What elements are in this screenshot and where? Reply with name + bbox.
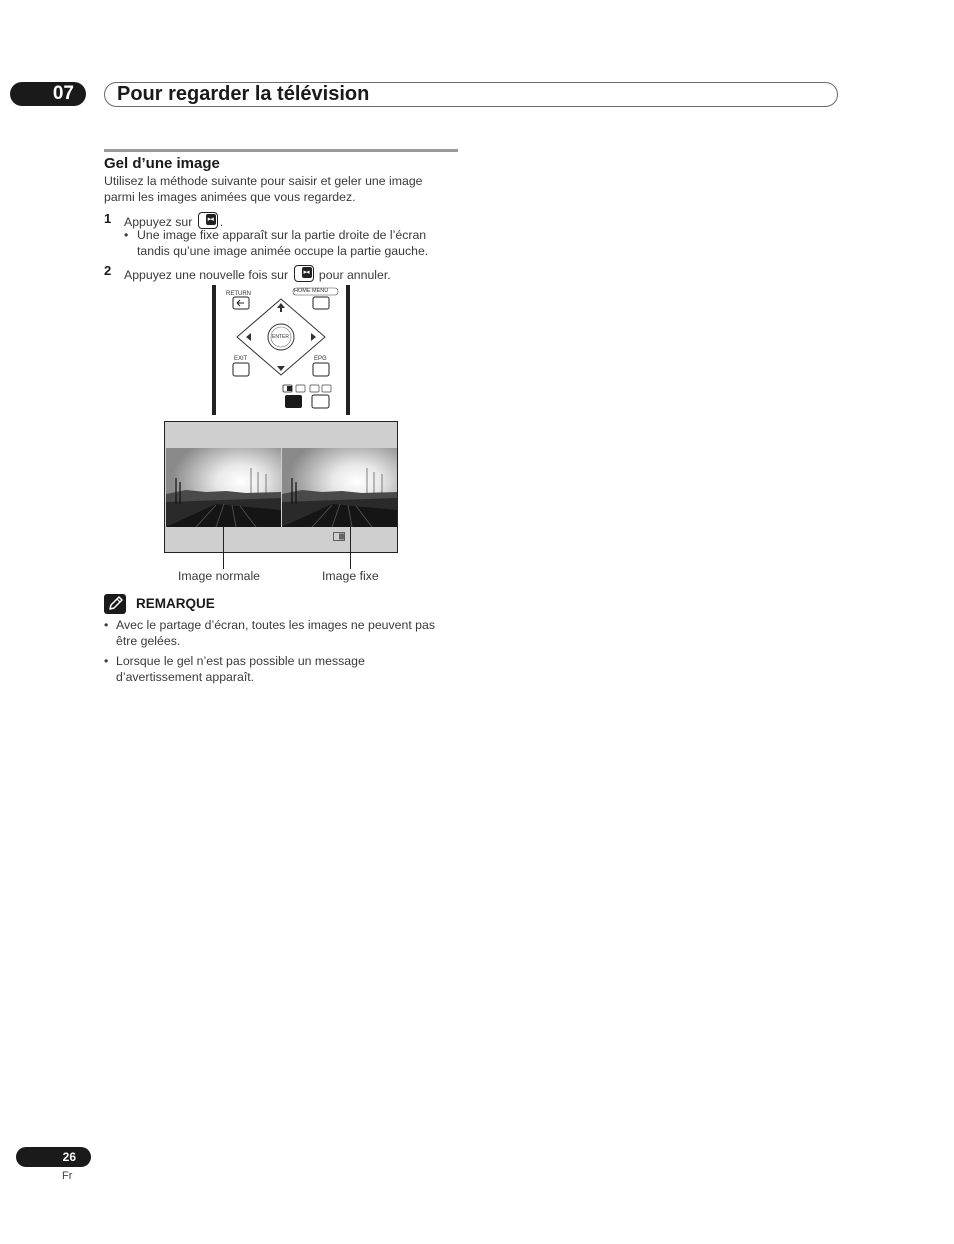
step-text-end: pour annuler. bbox=[318, 268, 391, 282]
step-number: 1 bbox=[104, 211, 112, 226]
remote-control-illustration bbox=[212, 285, 352, 415]
note-line: être gelées. bbox=[116, 633, 181, 648]
epg-label: EPG bbox=[314, 356, 327, 362]
note-line: d’avertissement apparaît. bbox=[116, 669, 255, 684]
note-line: Lorsque le gel n’est pas possible un message bbox=[116, 654, 365, 668]
caption-normal-picture: Image normale bbox=[178, 569, 261, 583]
freeze-key-icon: ▸◂ bbox=[294, 265, 314, 282]
step-1-bullet bbox=[124, 228, 464, 259]
exit-label: EXIT bbox=[234, 356, 248, 362]
chapter-title: Pour regarder la télévision bbox=[117, 83, 370, 105]
freeze-indicator-icon bbox=[333, 532, 347, 542]
intro-line: Utilisez la méthode suivante pour saisir et geler une image bbox=[104, 174, 423, 188]
note-line: Avec le partage d’écran, toutes les images ne peuvent pas bbox=[116, 618, 436, 632]
intro-text bbox=[104, 174, 454, 205]
callout-line-frozen bbox=[350, 527, 351, 569]
remote-control-drawing bbox=[212, 285, 352, 415]
enter-label: ENTER bbox=[272, 334, 289, 340]
frozen-picture bbox=[282, 448, 397, 527]
pencil-note-icon bbox=[104, 594, 126, 614]
chapter-title-bar bbox=[104, 82, 838, 107]
language-code: Fr bbox=[62, 1170, 73, 1182]
section-heading: Gel d’une image bbox=[104, 155, 220, 172]
normal-picture bbox=[166, 448, 281, 527]
bullet-dot: • bbox=[104, 618, 109, 632]
step-2-text bbox=[124, 265, 464, 284]
note-heading: REMARQUE bbox=[136, 596, 215, 611]
bullet-line: tandis qu’une image animée occupe la partie gauche. bbox=[137, 243, 429, 258]
chapter-number-badge: 07 bbox=[10, 82, 86, 106]
bullet-dot: • bbox=[124, 228, 129, 242]
tv-screen-illustration bbox=[164, 421, 398, 553]
bullet-dot: • bbox=[104, 654, 109, 668]
return-label: RETURN bbox=[226, 291, 251, 297]
section-divider bbox=[104, 149, 458, 152]
callout-line-normal bbox=[223, 527, 224, 569]
note-item bbox=[104, 618, 464, 649]
step-text: Appuyez une nouvelle fois sur bbox=[124, 268, 289, 282]
step-text-end: . bbox=[219, 215, 224, 229]
step-text: Appuyez sur bbox=[124, 215, 193, 229]
page-number-badge: 26 bbox=[16, 1147, 91, 1167]
bullet-line: Une image fixe apparaît sur la partie droite de l’écran bbox=[137, 228, 427, 242]
step-number: 2 bbox=[104, 263, 112, 278]
freeze-key-icon: ▸◂ bbox=[198, 212, 218, 229]
home-menu-label: HOME MENU bbox=[294, 288, 329, 294]
caption-frozen-picture: Image fixe bbox=[322, 569, 379, 583]
intro-line: parmi les images animées que vous regardez. bbox=[104, 189, 356, 204]
note-item bbox=[104, 654, 464, 685]
